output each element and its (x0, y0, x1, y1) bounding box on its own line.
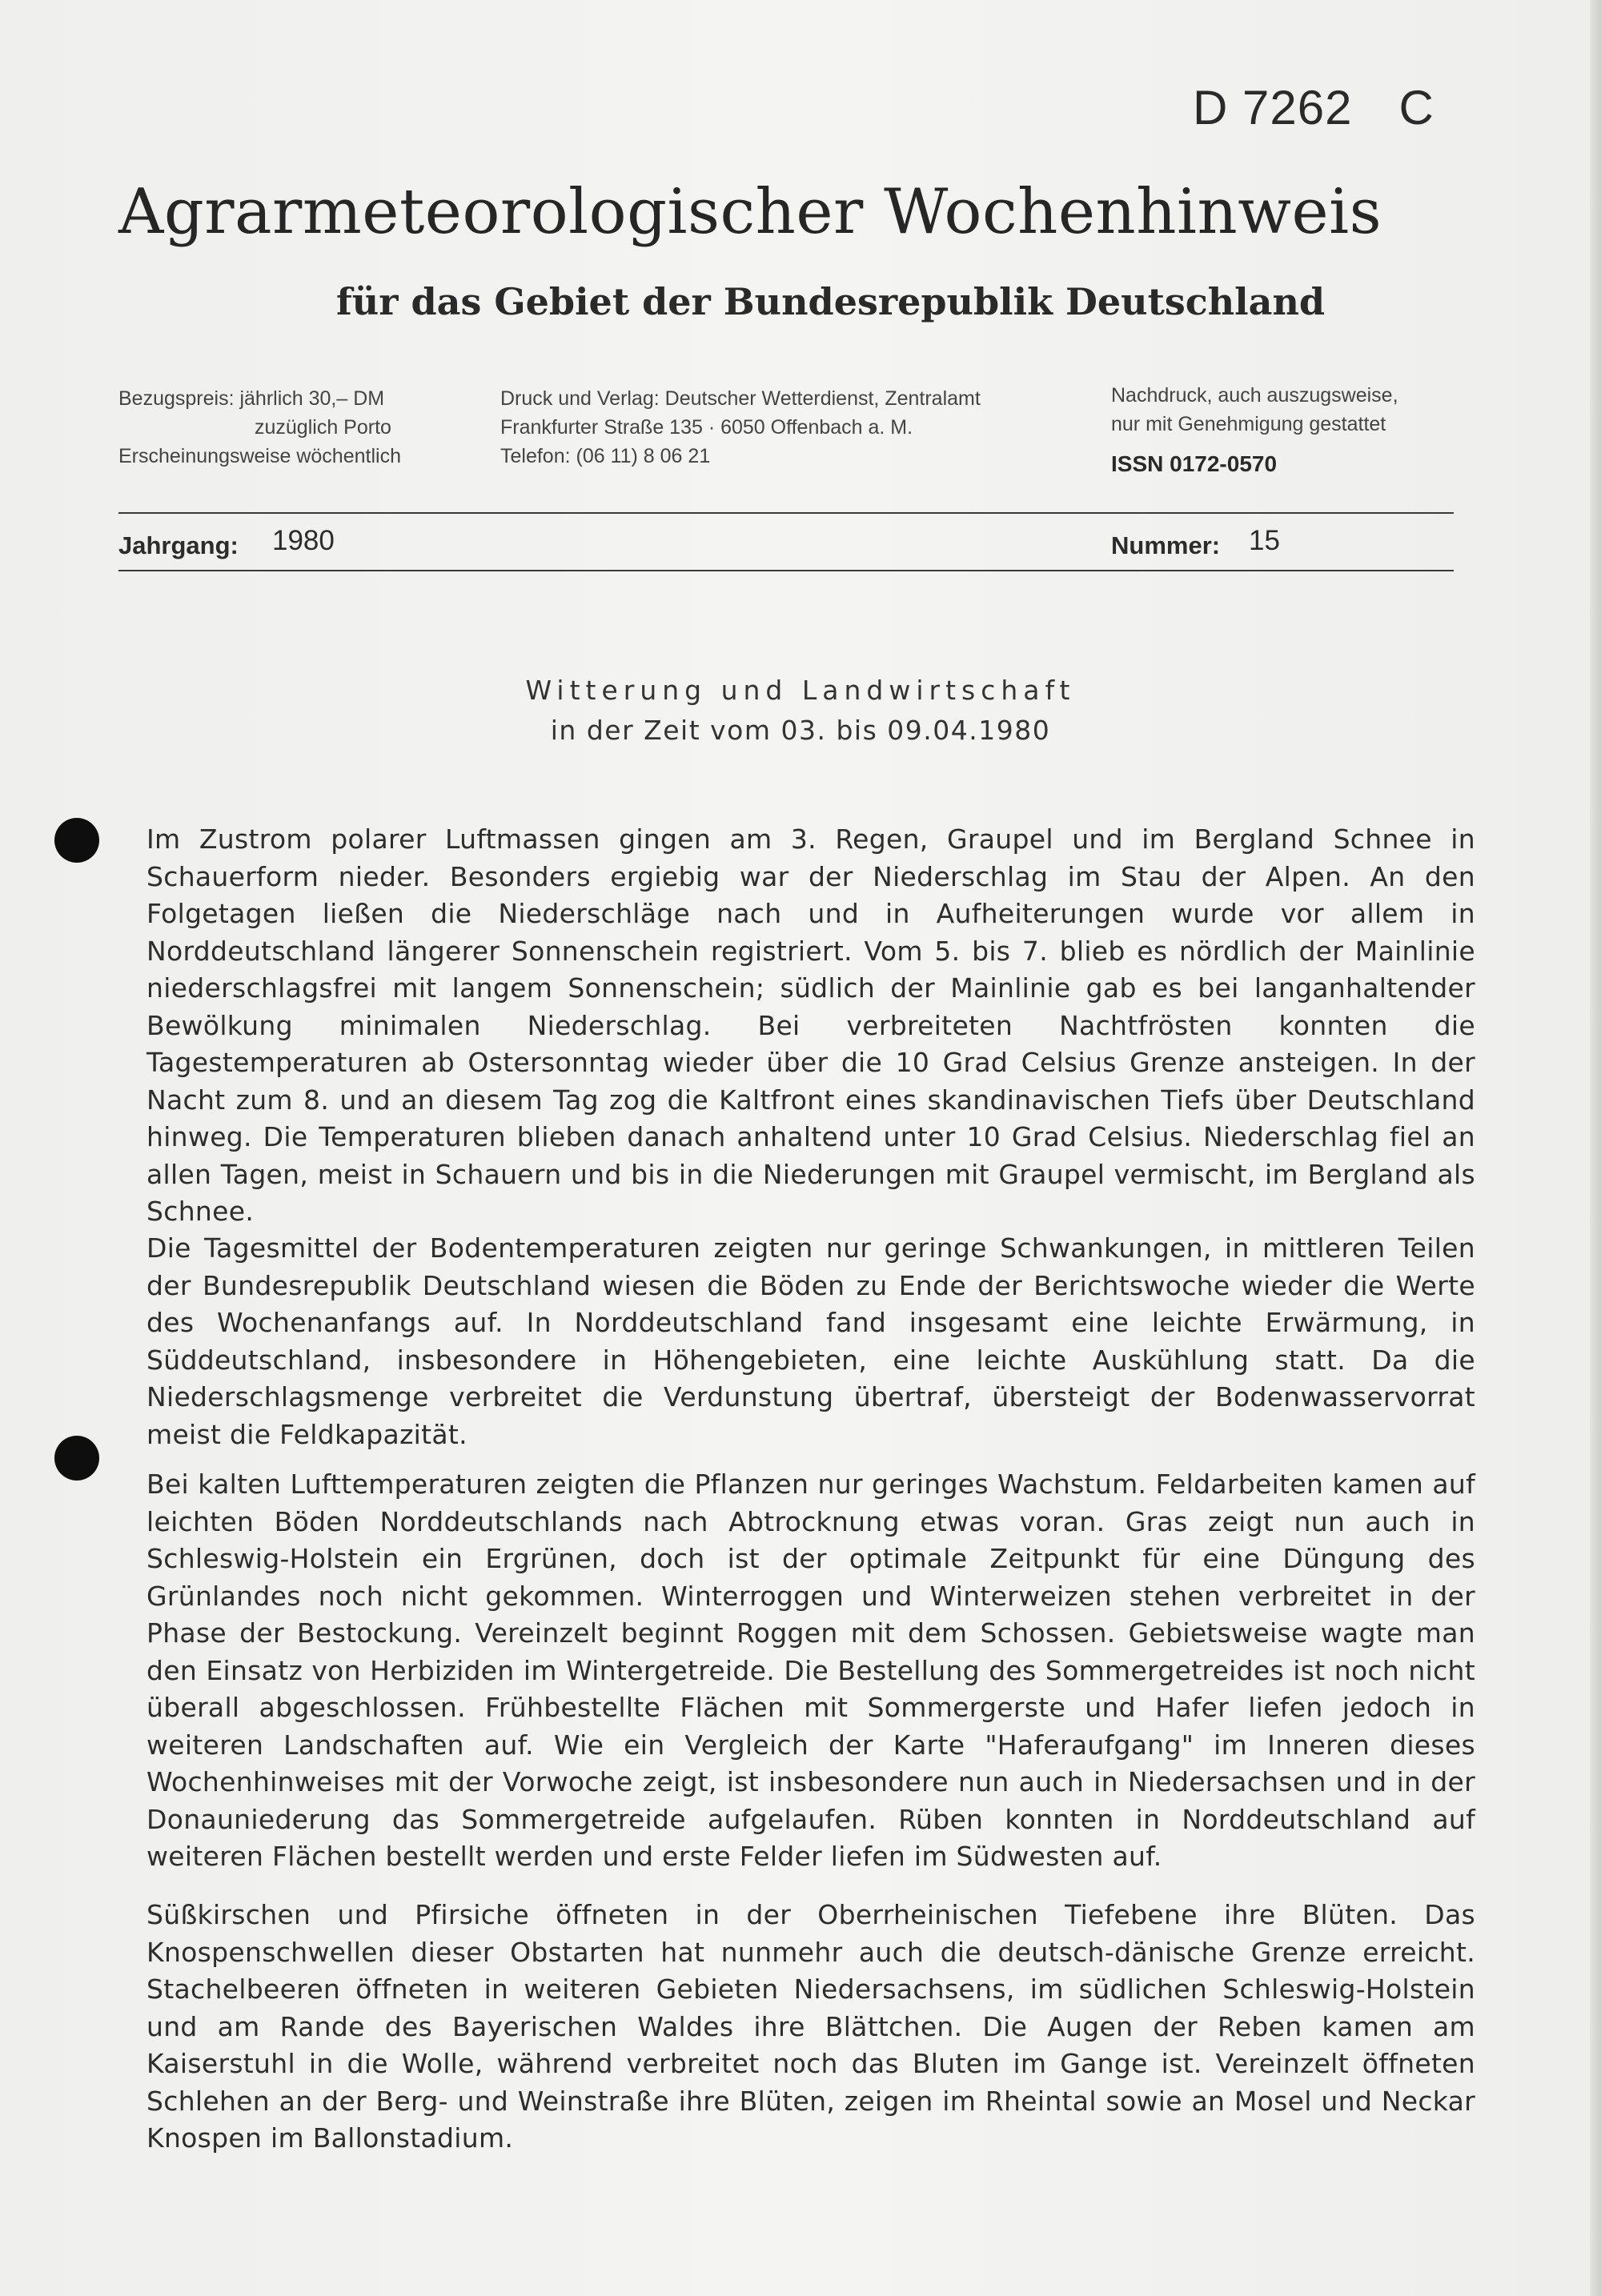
paragraph-crops: Bei kalten Lufttemperaturen zeigten die Pflanzen nur geringes Wachstum. Feldarbeiten kamen auf leichten Böden Norddeutschlands nach Abtrocknung etwas voran. Gras zeigt nun auch in Schleswig-Holstein ein Ergrünen, doch ist der optimale Zeitpunkt für eine Düngung des Grünlandes noch nicht gekommen. Winterroggen und Winterweizen stehen verbreitet in der Phase der Bestockung. Vereinzelt beginnt Roggen mit dem Schossen. Gebietsweise wagte man den Einsatz von Herbiziden im Wintergetreide. Die Bestellung des Sommergetreides ist noch nicht überall abgeschlossen. Frühbestellte Flächen mit Sommergerste und Hafer liefen jedoch in weiteren Landschaften auf. Wie ein Vergleich der Karte "Haferaufgang" im Inneren dieses Wochenhinweises mit der Vorwoche zeigt, ist insbesondere nun auch in Niedersachsen und in der Donauniederung das Sommergetreide aufgelaufen. Rüben konnten in Norddeutschland auf weiteren Flächen bestellt werden und erste Felder liefen im Südwesten auf. (146, 1469, 1475, 1872)
section-heading (400, 671, 1201, 751)
paragraph-weather: Im Zustrom polarer Luftmassen gingen am 3. Regen, Graupel und im Bergland Schnee in Schauerform nieder. Besonders ergiebig war der Niederschlag im Stau der Alpen. An den Folgetagen ließen die Niederschläge nach und in Aufheiterungen wurde vor allem in Norddeutschland längerer Sonnenschein registriert. Vom 5. bis 7. blieb es nördlich der Mainlinie niederschlagsfrei mit langem Sonnenschein; südlich der Mainlinie gab es bei langanhaltender Bewölkung minimalen Niederschlag. Bei verbreiteten Nachtfrösten konnten die Tagestemperaturen ab Ostersonntag wieder über die 10 Grad Celsius Grenze ansteigen. In der Nacht zum 8. und an diesem Tag zog die Kaltfront eines skandinavischen Tiefs über Deutschland hinweg. Die Temperaturen blieben danach anhaltend unter 10 Grad Celsius. Niederschlag fiel an allen Tagen, meist in Schauern und bis in die Niederungen mit Graupel vermischt, im Bergland als Schnee. (146, 823, 1475, 1227)
permission-line: nur mit Genehmigung gestattet (1111, 413, 1386, 435)
frequency-line: Erscheinungsweise wöchentlich (118, 445, 401, 467)
publication-subtitle: für das Gebiet der Bundesrepublik Deutschland (336, 280, 1326, 323)
price-line: Bezugspreis: jährlich 30,– DM (118, 387, 385, 410)
postage-line: zuzüglich Porto (255, 416, 391, 439)
phone-line: Telefon: (06 11) 8 06 21 (500, 445, 711, 467)
issn-number: ISSN 0172-0570 (1111, 451, 1278, 476)
punch-hole-bottom (54, 1436, 99, 1481)
price-info (118, 384, 471, 471)
punch-hole-top (54, 818, 99, 863)
publisher-line: Druck und Verlag: Deutscher Wetterdienst, Zentralamt (500, 387, 981, 410)
document-code (1193, 80, 1497, 135)
section-heading-period: in der Zeit vom 03. bis 09.04.1980 (550, 715, 1051, 746)
nummer-value: 15 (1249, 525, 1280, 556)
document-code-letter: C (1398, 81, 1434, 134)
header-rule-bottom (118, 570, 1454, 571)
paragraph-soil: Die Tagesmittel der Bodentemperaturen zeigten nur geringe Schwankungen, in mittleren Teilen der Bundesrepublik Deutschland wiesen die Böden zu Ende der Berichtswoche wieder die Werte des Wochenanfangs auf. In Norddeutschland fand insgesamt eine leichte Erwärmung, in Süddeutschland, insbesondere in Höhengebieten, eine leichte Auskühlung statt. Da die Niederschlagsmenge verbreitet die Verdunstung übertraf, übersteigt der Bodenwasservorrat meist die Feldkapazität. (146, 1232, 1475, 1450)
jahrgang-label: Jahrgang: (118, 531, 239, 559)
paragraph-fruit: Süßkirschen und Pfirsiche öffneten in der Oberrheinischen Tiefebene ihre Blüten. Das Knospenschwellen dieser Obstarten hat nunmehr auch die deutsch-dänische Grenze erreicht. Stachelbeeren öffneten in weiteren Gebieten Niedersachsens, im südlichen Schleswig-Holstein und am Rande des Bayerischen Waldes ihre Blättchen. Die Augen der Reben kamen am Kaiserstuhl in die Wolle, während verbreitet noch das Bluten im Gange ist. Vereinzelt öffneten Schlehen an der Berg- und Weinstraße ihre Blüten, zeigen im Rheintal sowie an Mosel und Neckar Knospen im Ballonstadium. (146, 1899, 1475, 2154)
reprint-line: Nachdruck, auch auszugsweise, (1111, 384, 1398, 407)
publisher-info (500, 384, 1061, 471)
jahrgang-value: 1980 (272, 525, 335, 556)
copyright-info (1111, 381, 1527, 479)
header-rule-top (118, 512, 1454, 514)
address-line: Frankfurter Straße 135 · 6050 Offenbach a. M. (500, 416, 913, 439)
publication-title: Agrarmeteorologischer Wochenhinweis (118, 176, 1382, 248)
page-edge-shadow (1590, 0, 1601, 2296)
nummer-label: Nummer: (1111, 531, 1221, 559)
document-code-number: D 7262 (1193, 81, 1353, 134)
section-heading-title: Witterung und Landwirtschaft (525, 675, 1076, 706)
